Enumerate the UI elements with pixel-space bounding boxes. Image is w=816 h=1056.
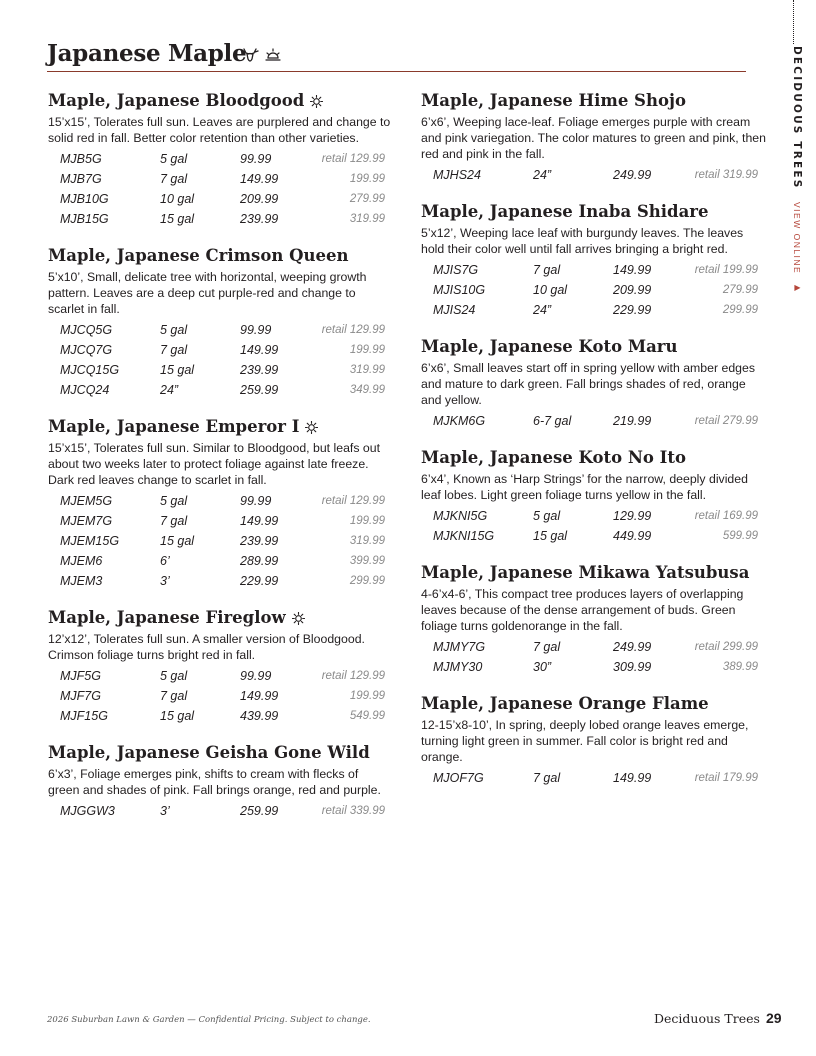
sku-retail-price: 199.99 <box>349 173 385 185</box>
sku-price: 149.99 <box>240 514 279 528</box>
sku-retail-price: retail 179.99 <box>694 772 758 784</box>
sku-size: 3’ <box>160 804 170 818</box>
product-block <box>421 90 766 185</box>
sku-price: 99.99 <box>240 669 272 683</box>
full-sun-icon <box>305 421 318 434</box>
sku-retail-price: 299.99 <box>349 575 385 587</box>
sku-retail-price: retail 279.99 <box>694 415 758 427</box>
sku-price: 229.99 <box>240 574 279 588</box>
sku-retail-price: retail 169.99 <box>694 510 758 522</box>
product-block <box>48 742 393 821</box>
sku-retail-price: retail 129.99 <box>321 324 385 336</box>
sku-size: 15 gal <box>160 212 195 226</box>
product-block <box>48 90 393 229</box>
sku-retail-price: 279.99 <box>349 193 385 205</box>
arrow-right-icon: ▶ <box>793 282 802 292</box>
sku-retail-price: 199.99 <box>349 690 385 702</box>
product-name <box>421 90 766 112</box>
product-description: 12-15’x8-10’, In spring, deeply lobed orange leaves emerge, turning light green in summer. Fall color is bright red and orange. <box>421 718 749 764</box>
sku-price: 249.99 <box>613 168 652 182</box>
product-name-text: Maple, Japanese Hime Shojo <box>421 91 686 110</box>
product-block <box>421 693 766 788</box>
product-name <box>48 90 393 112</box>
product-name <box>421 562 766 584</box>
sku-price: 149.99 <box>240 343 279 357</box>
sku-size: 6-7 gal <box>533 414 572 428</box>
sku-price: 149.99 <box>240 172 279 186</box>
sku-code: MJIS7G <box>433 263 479 277</box>
sku-row <box>421 411 766 431</box>
sku-size: 5 gal <box>533 509 561 523</box>
product-name-text: Maple, Japanese Koto No Ito <box>421 448 687 467</box>
sku-row <box>48 491 393 511</box>
page-title: Japanese Maple <box>47 40 247 67</box>
sku-code: MJB7G <box>60 172 102 186</box>
sku-row <box>48 551 393 571</box>
sku-code: MJCQ15G <box>60 363 120 377</box>
sku-retail-price: 349.99 <box>349 384 385 396</box>
product-name-text: Maple, Japanese Crimson Queen <box>48 246 349 265</box>
sku-code: MJB10G <box>60 192 109 206</box>
sku-price: 239.99 <box>240 212 279 226</box>
product-name-text: Maple, Japanese Bloodgood <box>48 91 305 110</box>
sku-size: 7 gal <box>160 514 188 528</box>
sku-code: MJMY30 <box>433 660 483 674</box>
sku-price: 209.99 <box>240 192 279 206</box>
sku-code: MJB5G <box>60 152 102 166</box>
product-description: 6’x4’, Known as ‘Harp Strings’ for the narrow, deeply divided leaf lobes. Light green foliage turns yellow in the fall. <box>421 472 748 502</box>
full-sun-icon <box>292 612 305 625</box>
sku-size: 24” <box>533 303 552 317</box>
sku-row <box>48 169 393 189</box>
title-icons <box>241 48 281 64</box>
sku-code: MJEM6 <box>60 554 103 568</box>
product-description: 12’x12’, Tolerates full sun. A smaller version of Bloodgood. Crimson foliage turns bright red in fall. <box>48 632 365 662</box>
product-description: 6’x6’, Weeping lace-leaf. Foliage emerges purple with cream and pink variegation. The color matures to green and pink, then red and pink in the fall. <box>421 115 766 161</box>
product-description: 4-6’x4-6’, This compact tree produces layers of overlapping leaves because of the dense arrangement of buds. Green foliage turns goldenorange in the fall. <box>421 587 744 633</box>
sku-code: MJKM6G <box>433 414 486 428</box>
sku-row <box>421 637 766 657</box>
sku-size: 15 gal <box>160 709 195 723</box>
sku-row <box>48 531 393 551</box>
sku-price: 149.99 <box>613 263 652 277</box>
sku-price: 259.99 <box>240 383 279 397</box>
footer-note: 2026 Suburban Lawn & Garden — Confidential Pricing. Subject to change. <box>47 1015 371 1025</box>
sku-row <box>48 189 393 209</box>
sku-row <box>48 571 393 591</box>
sku-retail-price: 319.99 <box>349 213 385 225</box>
sku-code: MJMY7G <box>433 640 486 654</box>
sku-code: MJKNI15G <box>433 529 495 543</box>
sku-row <box>48 320 393 340</box>
sku-size: 5 gal <box>160 494 188 508</box>
sku-row <box>421 260 766 280</box>
sku-row <box>421 657 766 677</box>
sku-row <box>48 380 393 400</box>
sku-code: MJGGW3 <box>60 804 115 818</box>
left-column <box>48 90 393 837</box>
sku-row <box>48 209 393 229</box>
page-number: 29 <box>766 1010 782 1026</box>
sku-code: MJCQ5G <box>60 323 113 337</box>
product-description: 6’x6’, Small leaves start off in spring yellow with amber edges and mature to dark green. Fall brings shades of red, orange and yellow. <box>421 361 755 407</box>
sku-row <box>48 511 393 531</box>
sku-retail-price: 399.99 <box>349 555 385 567</box>
sku-code: MJIS24 <box>433 303 476 317</box>
title-divider <box>47 71 746 72</box>
sku-code: MJEM3 <box>60 574 103 588</box>
sku-row <box>48 149 393 169</box>
sku-retail-price: 299.99 <box>722 304 758 316</box>
sku-price: 239.99 <box>240 363 279 377</box>
sku-price: 209.99 <box>613 283 652 297</box>
sku-retail-price: 279.99 <box>722 284 758 296</box>
sku-price: 99.99 <box>240 152 272 166</box>
sku-price: 149.99 <box>613 771 652 785</box>
sku-price: 99.99 <box>240 323 272 337</box>
sku-retail-price: 549.99 <box>349 710 385 722</box>
sku-row <box>48 666 393 686</box>
product-name <box>421 447 766 469</box>
sku-size: 24” <box>533 168 552 182</box>
sku-price: 249.99 <box>613 640 652 654</box>
product-name <box>421 336 766 358</box>
sku-retail-price: retail 129.99 <box>321 495 385 507</box>
product-block <box>48 607 393 726</box>
product-name <box>421 693 766 715</box>
sku-row <box>48 340 393 360</box>
sku-price: 99.99 <box>240 494 272 508</box>
product-block <box>421 562 766 677</box>
right-column <box>421 90 766 804</box>
sku-size: 5 gal <box>160 323 188 337</box>
sku-row <box>421 768 766 788</box>
sku-size: 7 gal <box>160 689 188 703</box>
sku-price: 259.99 <box>240 804 279 818</box>
sku-retail-price: retail 129.99 <box>321 153 385 165</box>
sku-price: 449.99 <box>613 529 652 543</box>
sku-retail-price: 389.99 <box>722 661 758 673</box>
sku-retail-price: retail 299.99 <box>694 641 758 653</box>
sku-price: 149.99 <box>240 689 279 703</box>
sku-retail-price: 199.99 <box>349 515 385 527</box>
footer-section-name: Deciduous Trees <box>654 1011 760 1026</box>
sku-size: 5 gal <box>160 669 188 683</box>
sku-code: MJCQ7G <box>60 343 113 357</box>
sku-retail-price: 199.99 <box>349 344 385 356</box>
sku-size: 7 gal <box>533 771 561 785</box>
sku-code: MJCQ24 <box>60 383 110 397</box>
product-name <box>48 607 393 629</box>
product-name-text: Maple, Japanese Inaba Shidare <box>421 202 709 221</box>
sku-row <box>48 360 393 380</box>
product-description: 5’x12’, Weeping lace leaf with burgundy leaves. The leaves hold their color well until fall arrives bringing a bright red. <box>421 226 744 256</box>
sku-size: 15 gal <box>160 534 195 548</box>
sku-price: 289.99 <box>240 554 279 568</box>
product-name <box>48 416 393 438</box>
sku-code: MJEM5G <box>60 494 113 508</box>
sku-code: MJEM15G <box>60 534 120 548</box>
sku-size: 7 gal <box>533 640 561 654</box>
sku-price: 229.99 <box>613 303 652 317</box>
sku-row <box>421 165 766 185</box>
product-name-text: Maple, Japanese Emperor I <box>48 417 300 436</box>
sku-code: MJOF7G <box>433 771 484 785</box>
product-block <box>421 336 766 431</box>
sku-size: 24” <box>160 383 179 397</box>
sku-retail-price: retail 339.99 <box>321 805 385 817</box>
sku-price: 309.99 <box>613 660 652 674</box>
sku-retail-price: retail 199.99 <box>694 264 758 276</box>
sku-size: 5 gal <box>160 152 188 166</box>
sku-code: MJF15G <box>60 709 108 723</box>
sku-row <box>48 686 393 706</box>
sku-size: 6’ <box>160 554 170 568</box>
tab-dotted-leader <box>793 0 794 44</box>
sku-size: 10 gal <box>160 192 195 206</box>
product-block <box>421 201 766 320</box>
sku-price: 219.99 <box>613 414 652 428</box>
sku-size: 15 gal <box>160 363 195 377</box>
sku-retail-price: 319.99 <box>349 364 385 376</box>
sku-code: MJF5G <box>60 669 101 683</box>
sku-size: 10 gal <box>533 283 568 297</box>
product-name <box>48 245 393 267</box>
sku-price: 239.99 <box>240 534 279 548</box>
product-name-text: Maple, Japanese Fireglow <box>48 608 286 627</box>
sku-retail-price: retail 129.99 <box>321 670 385 682</box>
sku-code: MJHS24 <box>433 168 481 182</box>
sku-code: MJKNI5G <box>433 509 488 523</box>
product-name-text: Maple, Japanese Geisha Gone Wild <box>48 743 370 762</box>
deer-resistant-icon <box>241 48 259 64</box>
section-tab-label: DECIDUOUS TREES <box>791 46 803 190</box>
product-name-text: Maple, Japanese Mikawa Yatsubusa <box>421 563 750 582</box>
product-description: 15’x15’, Tolerates full sun. Similar to Bloodgood, but leafs out about two weeks later to protect foliage against late freeze. Dark red leaves change to scarlet in fall. <box>48 441 380 487</box>
sku-price: 439.99 <box>240 709 279 723</box>
sku-size: 7 gal <box>160 172 188 186</box>
sku-size: 7 gal <box>533 263 561 277</box>
view-online-link[interactable]: VIEW ONLINE <box>792 202 802 275</box>
sku-code: MJIS10G <box>433 283 486 297</box>
product-description: 15’x15’, Tolerates full sun. Leaves are purplered and change to solid red in fall. Better color retention than other varieties. <box>48 115 391 145</box>
section-side-tab[interactable] <box>782 46 806 292</box>
full-sun-icon <box>310 95 323 108</box>
product-block <box>48 416 393 591</box>
product-block <box>48 245 393 400</box>
sku-code: MJEM7G <box>60 514 113 528</box>
sku-retail-price: retail 319.99 <box>694 169 758 181</box>
product-block <box>421 447 766 546</box>
sku-price: 129.99 <box>613 509 652 523</box>
sku-retail-price: 319.99 <box>349 535 385 547</box>
sku-row <box>421 526 766 546</box>
sku-row <box>48 801 393 821</box>
sku-row <box>421 280 766 300</box>
sun-partial-icon <box>265 48 281 62</box>
product-name-text: Maple, Japanese Orange Flame <box>421 694 709 713</box>
product-description: 5’x10’, Small, delicate tree with horizontal, weeping growth pattern. Leaves are a deep cut purple-red and change to scarlet in fall. <box>48 270 367 316</box>
sku-size: 15 gal <box>533 529 568 543</box>
sku-size: 3’ <box>160 574 170 588</box>
product-description: 6’x3’, Foliage emerges pink, shifts to cream with flecks of green and shades of pink. Fall brings orange, red and purple. <box>48 767 381 797</box>
sku-code: MJF7G <box>60 689 101 703</box>
sku-size: 30” <box>533 660 552 674</box>
sku-retail-price: 599.99 <box>722 530 758 542</box>
product-name <box>421 201 766 223</box>
product-name-text: Maple, Japanese Koto Maru <box>421 337 678 356</box>
sku-row <box>421 506 766 526</box>
product-name <box>48 742 393 764</box>
sku-row <box>421 300 766 320</box>
sku-row <box>48 706 393 726</box>
sku-size: 7 gal <box>160 343 188 357</box>
sku-code: MJB15G <box>60 212 109 226</box>
